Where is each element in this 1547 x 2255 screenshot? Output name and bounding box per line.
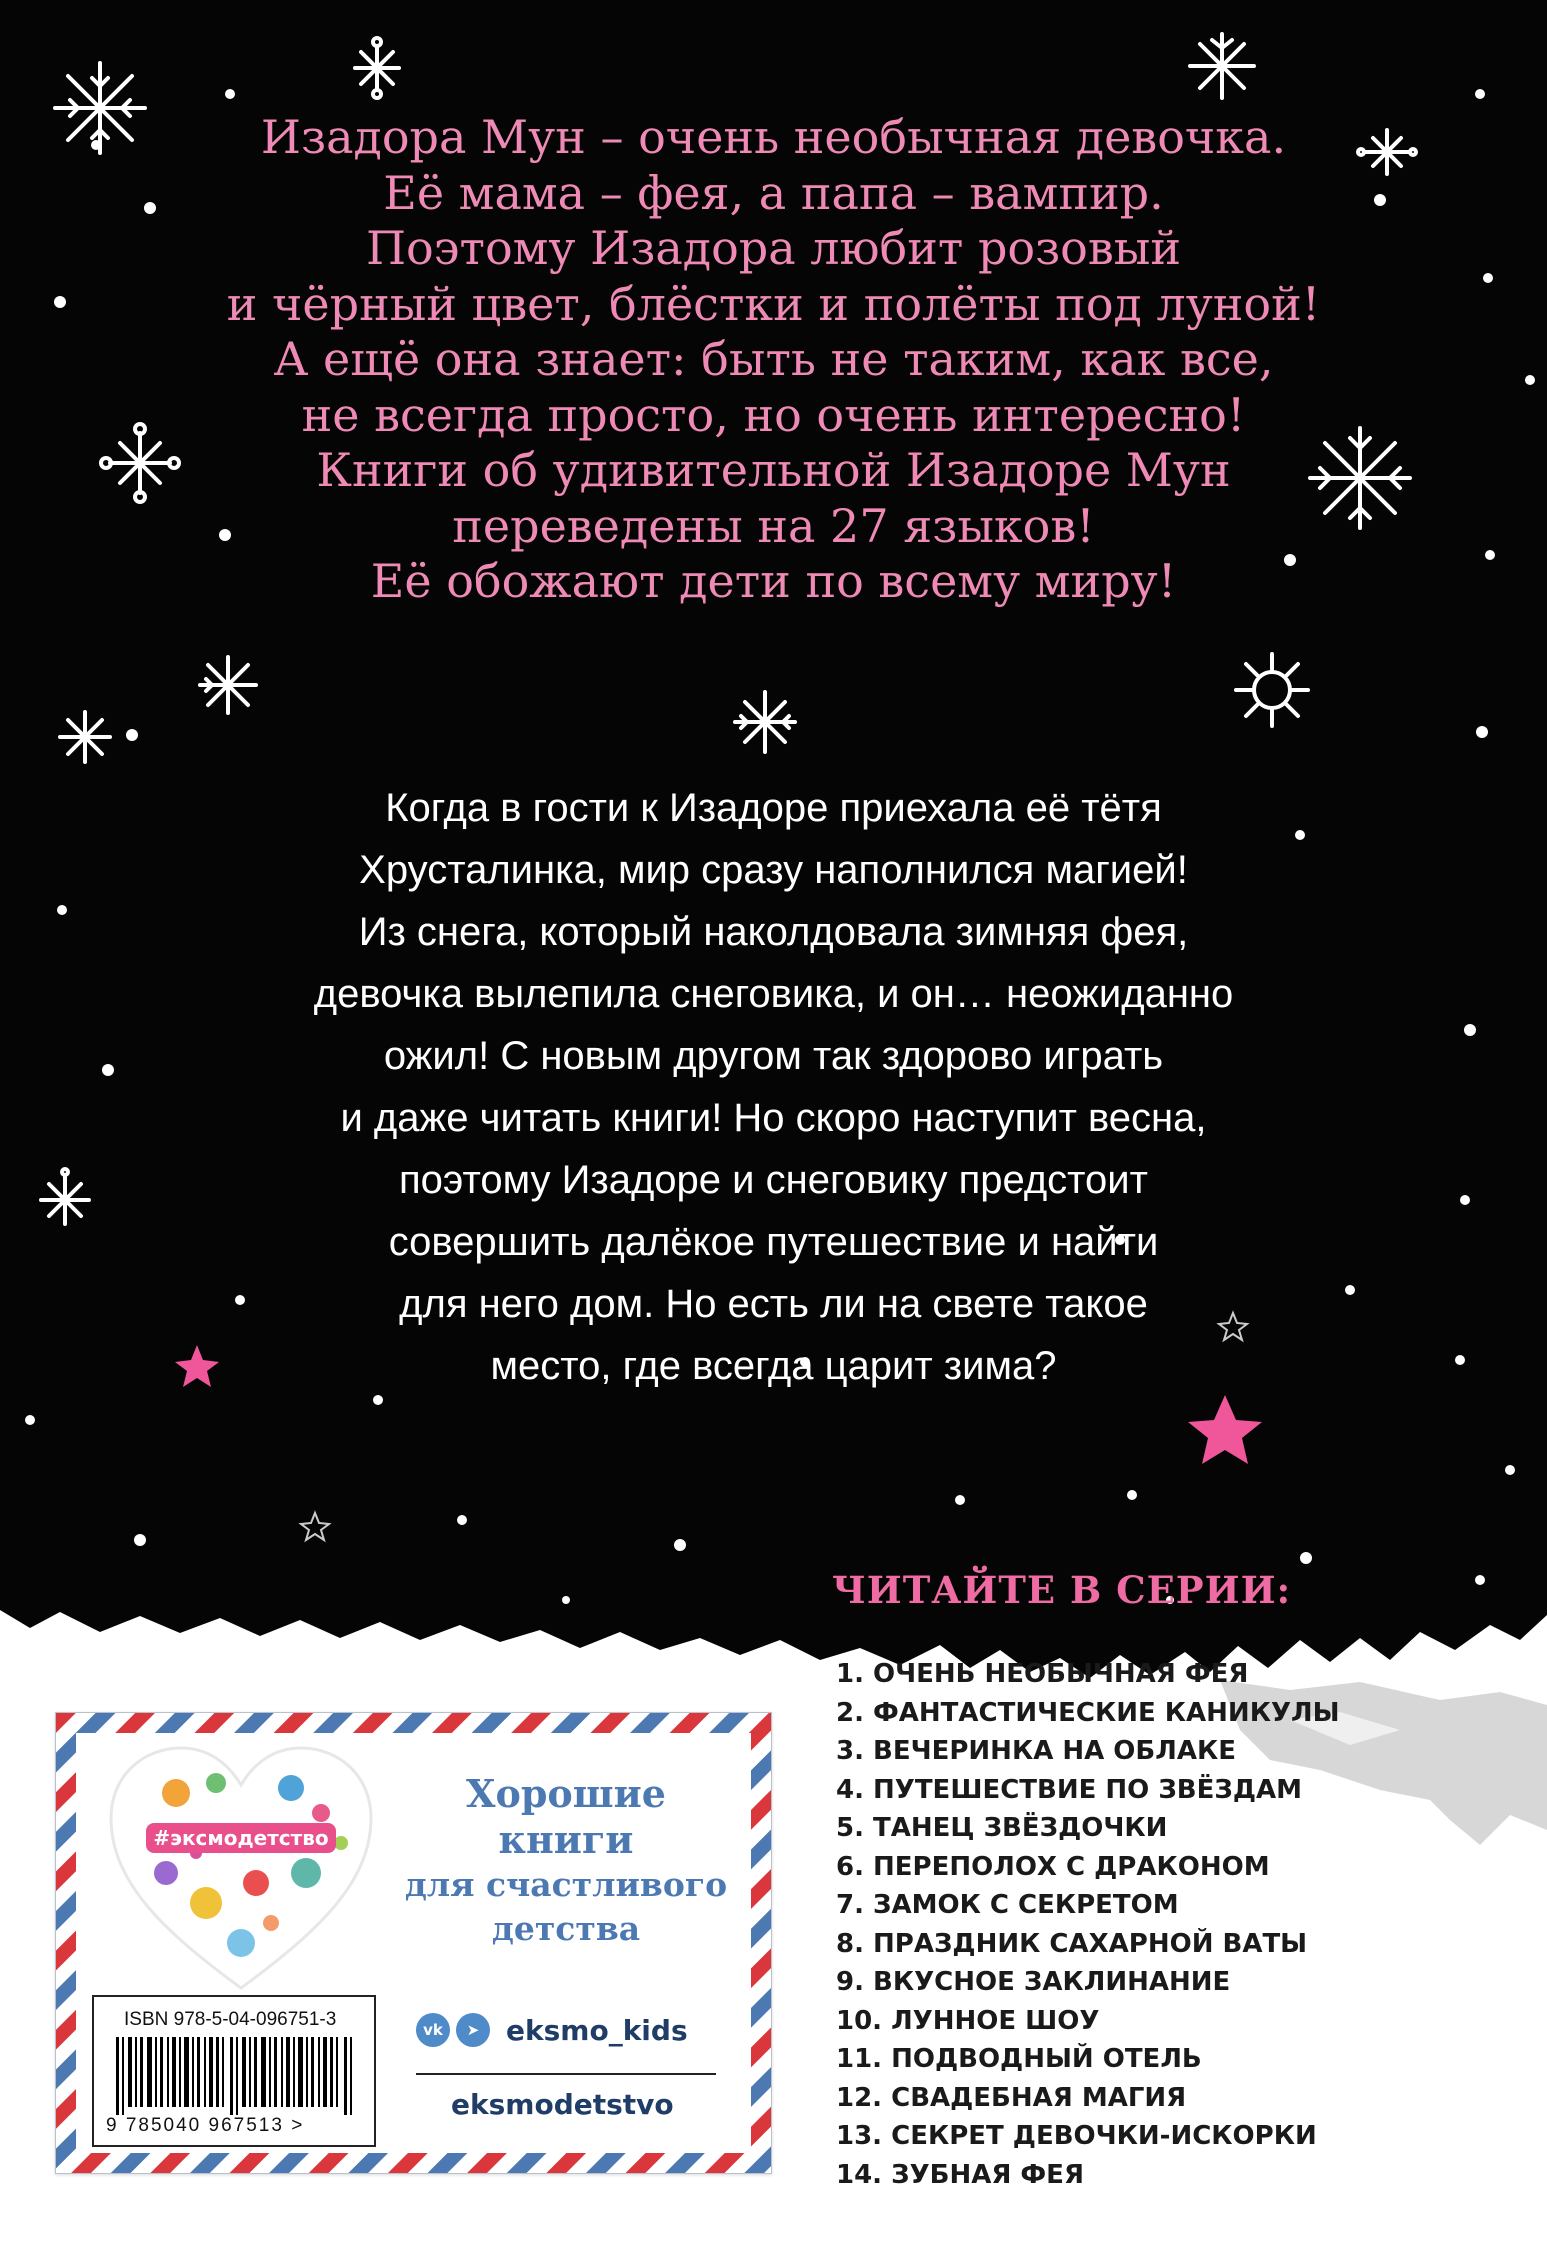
pink-line: Изадора Мун – очень необычная девочка. [260,110,1287,164]
postcard-title-line: книги [498,1817,634,1862]
white-line: место, где всегда царит зима? [490,1344,1057,1388]
barcode-digits: 9 785040 967513 > [106,2115,305,2136]
heart-tag: #эксмодетство [153,1826,329,1850]
pink-line: Её обожают дети по всему миру! [370,554,1177,608]
series-item: 10. ЛУННОЕ ШОУ [836,2005,1100,2036]
intro-pink-paragraph [0,110,1547,610]
social-handle[interactable]: eksmo_kids [506,2013,688,2047]
series-item: 11. ПОДВОДНЫЙ ОТЕЛЬ [836,2044,1202,2074]
series-item: 6. ПЕРЕПОЛОХ С ДРАКОНОМ [836,1851,1270,1882]
postcard-title [391,1771,741,1951]
series-item: 1. ОЧЕНЬ НЕОБЫЧНАЯ ФЕЯ [836,1659,1249,1689]
series-item: 8. ПРАЗДНИК САХАРНОЙ ВАТЫ [836,1928,1308,1959]
white-line: совершить далёкое путешествие и найти [388,1220,1159,1264]
series-heading: ЧИТАЙТЕ В СЕРИИ: [832,1568,1292,1612]
white-line: девочка вылепила снеговика, и он… неожиданно [313,972,1234,1016]
series-item: 7. ЗАМОК С СЕКРЕТОМ [836,1890,1179,1920]
white-line: Из снега, который наколдовала зимняя фея, [358,910,1189,954]
eksmo-heart-logo [106,1743,376,1993]
isbn-text: ISBN 978-5-04-096751-3 [124,2009,337,2030]
site-handle[interactable]: eksmodetstvo [451,2088,674,2121]
white-line: Хрусталинка, мир сразу наполнился магией! [359,848,1188,892]
vk-icon[interactable]: vk [416,2013,450,2047]
series-item: 2. ФАНТАСТИЧЕСКИЕ КАНИКУЛЫ [836,1697,1340,1728]
postcard-title-line: Хорошие [466,1771,666,1816]
series-item: 4. ПУТЕШЕСТВИЕ ПО ЗВЁЗДАМ [836,1774,1302,1805]
series-item: 12. СВАДЕБНАЯ МАГИЯ [836,2082,1187,2113]
story-white-paragraph [0,777,1547,1397]
social-row [416,2013,688,2047]
postcard-title-line: для счастливого [404,1865,728,1904]
white-line: ожил! С новым другом так здорово играть [383,1034,1164,1078]
white-line: и даже читать книги! Но скоро наступит весна, [340,1096,1207,1140]
postcard-divider [416,2073,716,2075]
pink-line: Книги об удивительной Изадоре Мун [316,443,1231,497]
postcard-title-line: детства [491,1909,641,1948]
white-line: Когда в гости к Изадоре приехала её тётя [385,786,1162,830]
series-item: 5. ТАНЕЦ ЗВЁЗДОЧКИ [836,1813,1168,1843]
series-item: 14. ЗУБНАЯ ФЕЯ [836,2159,1084,2190]
series-item: 9. ВКУСНОЕ ЗАКЛИНАНИЕ [836,1967,1231,1997]
pink-line: Её мама – фея, а папа – вампир. [383,165,1164,220]
isbn-barcode-box [92,1995,376,2147]
postcard-panel [55,1712,772,2174]
white-line: для него дом. Но есть ли на свете такое [399,1282,1148,1326]
white-line: поэтому Изадоре и снеговику предстоит [399,1158,1148,1202]
pink-line: не всегда просто, но очень интересно! [301,387,1246,442]
barcode [116,2037,356,2115]
telegram-icon[interactable]: ➤ [456,2013,490,2047]
series-item: 13. СЕКРЕТ ДЕВОЧКИ-ИСКОРКИ [836,2121,1317,2151]
pink-line: Поэтому Изадора любит розовый [365,221,1182,275]
pink-line: переведены на 27 языков! [452,498,1095,553]
series-item: 3. ВЕЧЕРИНКА НА ОБЛАКЕ [836,1736,1236,1766]
series-list [836,1655,1536,2194]
pink-line: А ещё она знает: быть не таким, как все, [273,332,1274,386]
pink-line: и чёрный цвет, блёстки и полёты под луной! [226,276,1321,331]
